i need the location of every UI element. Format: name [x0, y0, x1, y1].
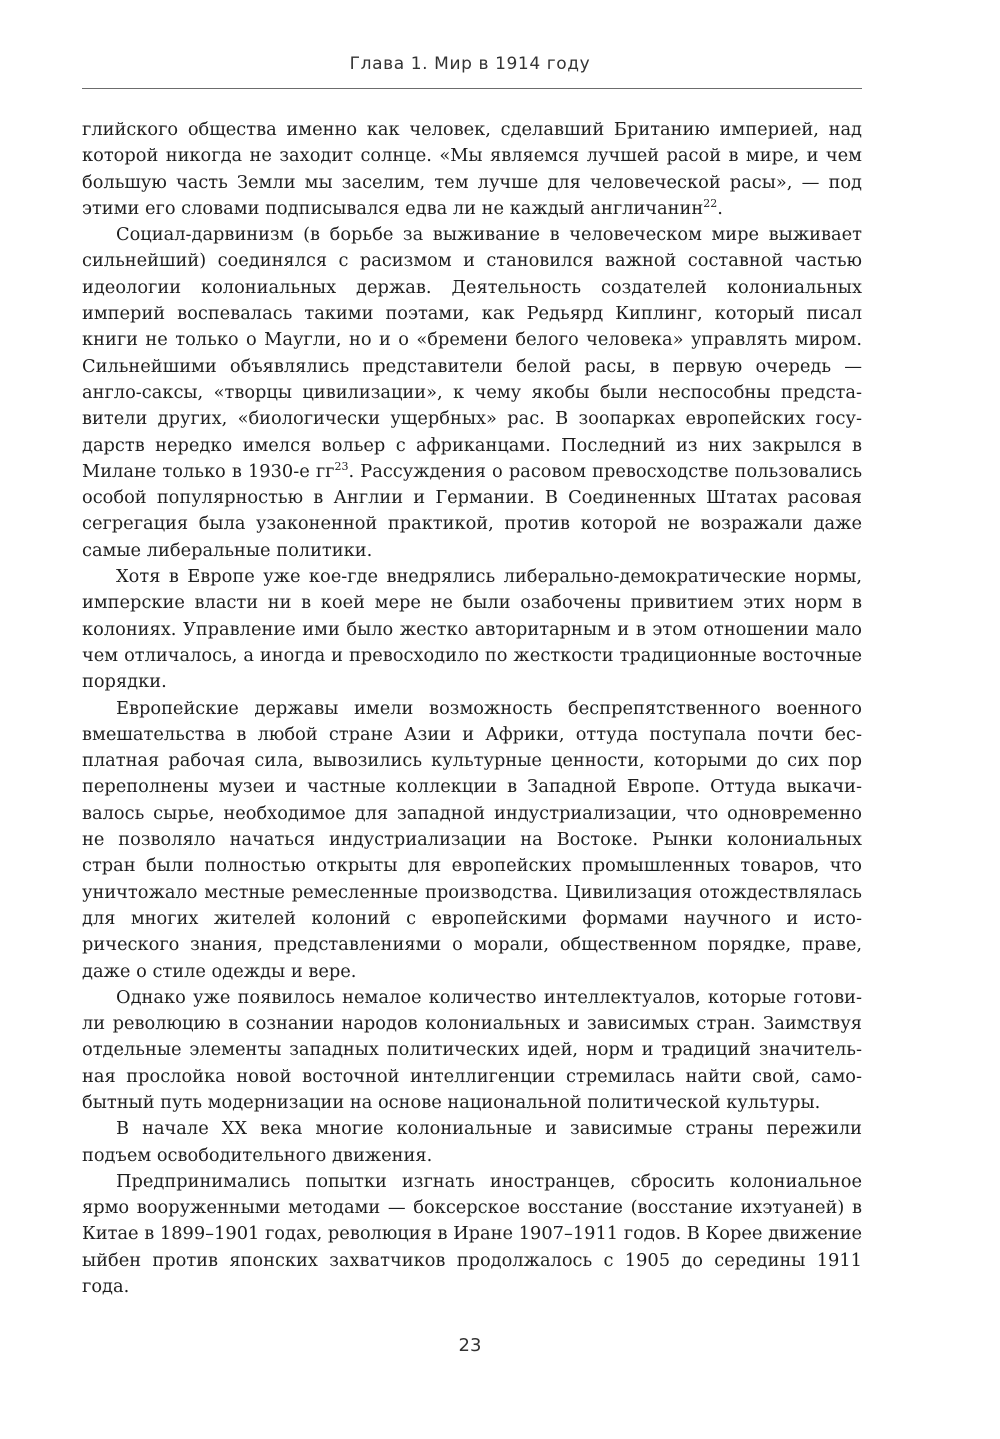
body-text [82, 117, 862, 1300]
page-number: 23 [458, 1335, 482, 1356]
running-head: Глава 1. Мир в 1914 году [349, 54, 591, 74]
paragraph: Европейские державы имели возможность беспрепятственного военного вмешательства в любой стране Азии и Африки, оттуда поступала почти бесплатная рабочая сила, вывозились культурные ценности, которыми до сих пор переполнены музеи и частные коллекции в Западной Европе. Оттуда выкачивалось сырье, необходимое для западной индустриализации, что одновременно не позволяло начаться индустриализации на Востоке. Рынки колониальных стран были полностью открыты для европейских промышленных товаров, что уничтожало местные ремесленные производства. Цивилизация отождествлялась для многих жителей колоний с европейскими формами научного и исторического знания, представлениями о морали, общественном порядке, праве, даже о стиле одежды и вере. [82, 697, 862, 982]
paragraph-text-tail: . [717, 197, 723, 219]
paragraph-text: Социал-дарвинизм (в борьбе за выживание в человеческом мире выживает сильнейший) соединялся с расизмом и становился важной составной частью идеологии колониальных держав. Деятельность создателей колониальных империй воспевалась такими поэтами, как Редьярд Киплинг, который писал книги не только о Маугли, но и о «бремени белого человека» управлять миром. Сильнейшими объявлялись представители белой расы, в первую очередь — англо-саксы, «творцы цивилизации», к чему якобы были неспособны представители других, «биологически ущербных» рас. В зоопарках европейских государств нередко имелся вольер с африканцами. Последний из них закрылся в Милане только в 1930-е гг [82, 224, 862, 482]
paragraph-continued [82, 117, 862, 222]
paragraph: Хотя в Европе уже кое-где внедрялись либерально-демократические нормы, имперские власти ни в коей мере не были озабочены привитием этих норм в колониях. Управление ими было жестко авторитарным и в этом отношении мало чем отличалось, а иногда и превосходило по жесткости традиционные восточные порядки. [82, 566, 862, 693]
footnote-ref: 22 [703, 196, 718, 210]
paragraph: Предпринимались попытки изгнать иностранцев, сбросить колониальное ярмо вооруженными методами — боксерское восстание (восстание ихэтуаней) в Китае в 1899–1901 годах, революция в Иране 1907–1911 годов. В Корее движение ыйбен против японских захватчиков продолжалось с 1905 до середины 1911 года. [82, 1170, 862, 1298]
header-rule [82, 88, 862, 89]
paragraph: В начале XX века многие колониальные и зависимые страны пережили подъем освободительного движения. [82, 1118, 862, 1166]
paragraph-text-tail: . Рассуждения о расовом превосходстве пользовались особой популярностью в Англии и Германии. В Соединенных Штатах расовая сегрегация была узаконенной практикой, против которой не возражали даже самые либеральные политики. [82, 460, 863, 561]
paragraph-text: глийского общества именно как человек, сделавший Британию империей, над которой никогда не заходит солнце. «Мы являемся лучшей расой в мире, и чем большую часть Земли мы заселим, тем лучше для человеческой расы», — под этими его словами подписывался едва ли не каждый англичанин [82, 119, 862, 219]
footnote-ref: 23 [334, 459, 349, 473]
paragraph [82, 222, 862, 564]
paragraph: Однако уже появилось немалое количество интеллектуалов, которые готовили революцию в сознании народов колониальных и зависимых стран. Заимствуя отдельные элементы западных политических идей, норм и традиций значительная прослойка новой восточной интеллигенции стремилась найти свой, самобытный путь модернизации на основе национальной политической культуры. [82, 986, 862, 1113]
